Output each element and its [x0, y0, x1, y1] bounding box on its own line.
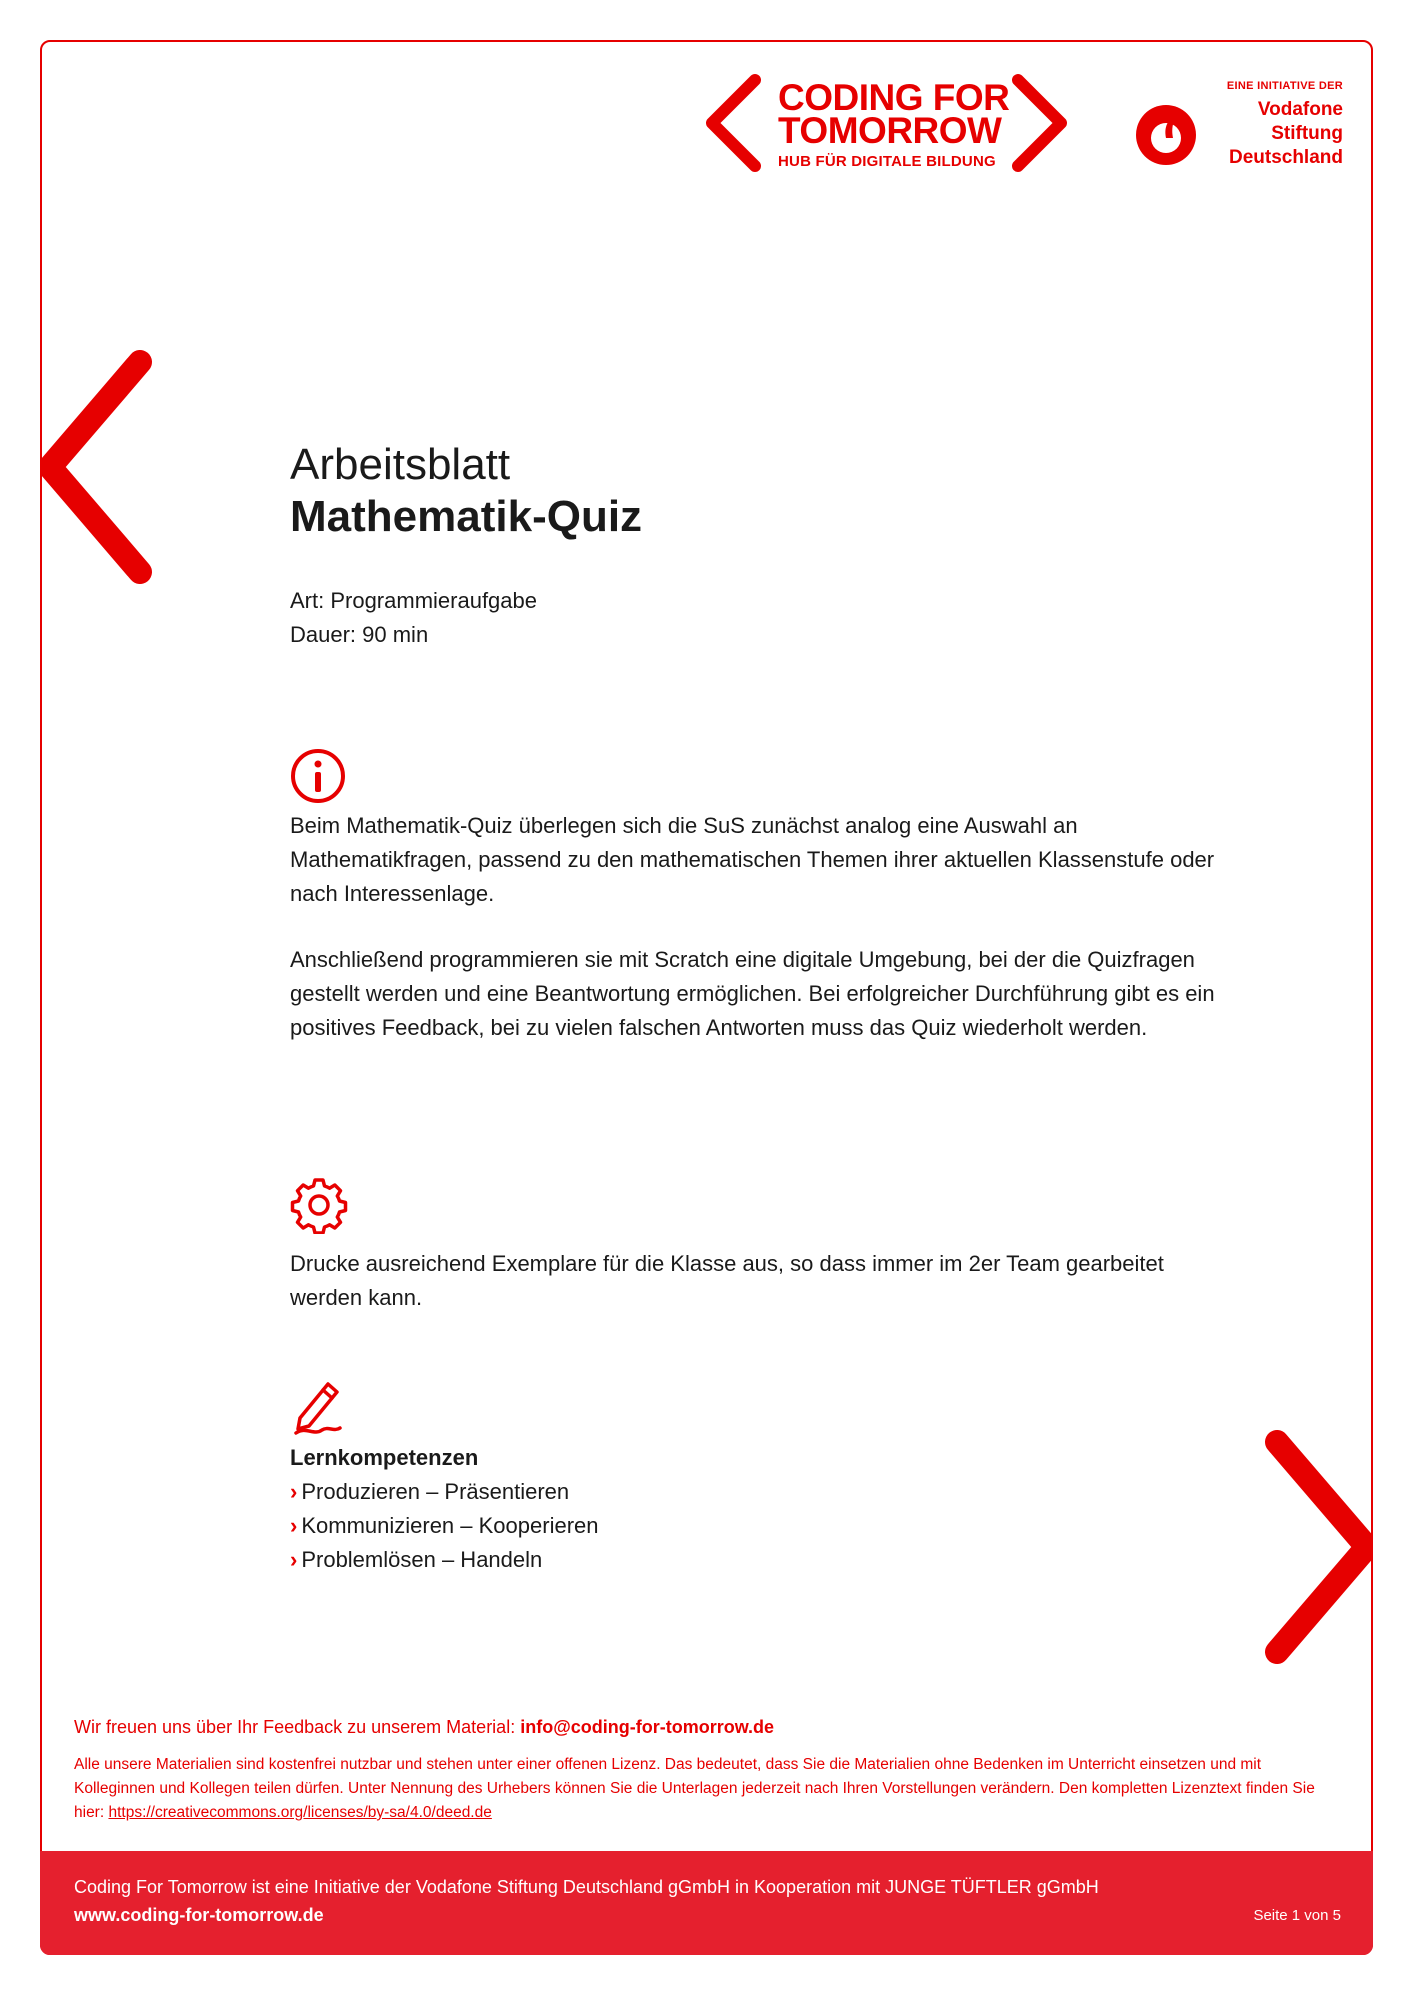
pen-icon	[290, 1376, 346, 1436]
list-item	[290, 1543, 1230, 1577]
coding-for-tomorrow-logo	[700, 68, 1075, 188]
right-chevron-decoration	[1252, 1422, 1373, 1682]
chevron-right-icon: ›	[290, 1513, 298, 1538]
competencies-section	[290, 1376, 1230, 1577]
page-title: Mathematik-Quiz	[290, 492, 643, 541]
footer-website-link[interactable]: www.coding-for-tomorrow.de	[74, 1905, 324, 1925]
meta-info	[290, 584, 1240, 652]
left-chevron-decoration	[40, 342, 160, 602]
license-note	[74, 1753, 1344, 1825]
title-section	[290, 440, 1240, 652]
list-item	[290, 1509, 1230, 1543]
meta-dauer: Dauer: 90 min	[290, 622, 429, 647]
footer-bar	[40, 1851, 1373, 1955]
document-type: Arbeitsblatt	[290, 440, 511, 489]
info-paragraph-2: Anschließend programmieren sie mit Scratch eine digitale Umgebung, bei der die Quizfragen gestellt werden und eine Beantwortung ermöglichen. Bei erfolgreicher Durchführung gibt es ein positives Feedback, bei zu vielen falschen Antworten muss das Quiz wiederholt werden.	[290, 947, 1215, 1040]
chevron-right-icon: ›	[290, 1479, 298, 1504]
gear-icon	[290, 1176, 348, 1234]
info-paragraph-1: Beim Mathematik-Quiz überlegen sich die SuS zunächst analog eine Auswahl an Mathematikfragen, passend zu den mathematischen Themen ihrer aktuellen Klassenstufe oder nach Interessenlage.	[290, 813, 1215, 906]
chevron-right-icon: ›	[290, 1547, 298, 1572]
logo-line-1: CODING FOR	[778, 77, 1010, 118]
page-number: Seite 1 von 5	[1253, 1907, 1341, 1924]
info-section	[290, 748, 1230, 1045]
info-icon	[290, 748, 346, 804]
footer-initiative-text: Coding For Tomorrow ist eine Initiative der Vodafone Stiftung Deutschland gGmbH in Kooperation mit JUNGE TÜFTLER gGmbH	[74, 1877, 1099, 1897]
license-link[interactable]: https://creativecommons.org/licenses/by-sa/4.0/deed.de	[108, 1804, 492, 1821]
vodafone-name-line-1: Vodafone	[1257, 99, 1343, 120]
vodafone-speechmark-icon	[1133, 102, 1199, 168]
preparation-text: Drucke ausreichend Exemplare für die Klasse aus, so dass immer im 2er Team gearbeitet werden kann.	[290, 1251, 1164, 1310]
initiative-label: EINE INITIATIVE DER	[1226, 80, 1343, 92]
logo-line-2: TOMORROW	[778, 110, 1002, 151]
competency-label: Problemlösen – Handeln	[301, 1547, 543, 1572]
license-text: Alle unsere Materialien sind kostenfrei nutzbar und stehen unter einer offenen Lizenz. Das bedeutet, dass Sie die Materialien ohne Bedenken im Unterricht einsetzen und mit Kolleginnen und Kollegen teilen dürfen. Unter Nennung des Urhebers können Sie die Unterlagen jederzeit nach Ihren Vorstellungen verändern. Den kompletten Lizenztext finden Sie hier:	[74, 1756, 1315, 1821]
feedback-text: Wir freuen uns über Ihr Feedback zu unserem Material:	[74, 1717, 521, 1737]
vodafone-name-line-3: Deutschland	[1228, 147, 1343, 168]
competencies-title: Lernkompetenzen	[290, 1445, 479, 1470]
competency-label: Produzieren – Präsentieren	[301, 1479, 570, 1504]
competency-label: Kommunizieren – Kooperieren	[301, 1513, 599, 1538]
vodafone-stiftung-logo	[1133, 80, 1343, 170]
preparation-section	[290, 1176, 1230, 1315]
meta-art: Art: Programmieraufgabe	[290, 588, 537, 613]
feedback-email-link[interactable]: info@coding-for-tomorrow.de	[520, 1717, 775, 1737]
logo-subtitle: HUB FÜR DIGITALE BILDUNG	[778, 153, 996, 170]
list-item	[290, 1475, 1230, 1509]
feedback-note	[74, 1717, 774, 1738]
vodafone-name-line-2: Stiftung	[1271, 123, 1343, 144]
